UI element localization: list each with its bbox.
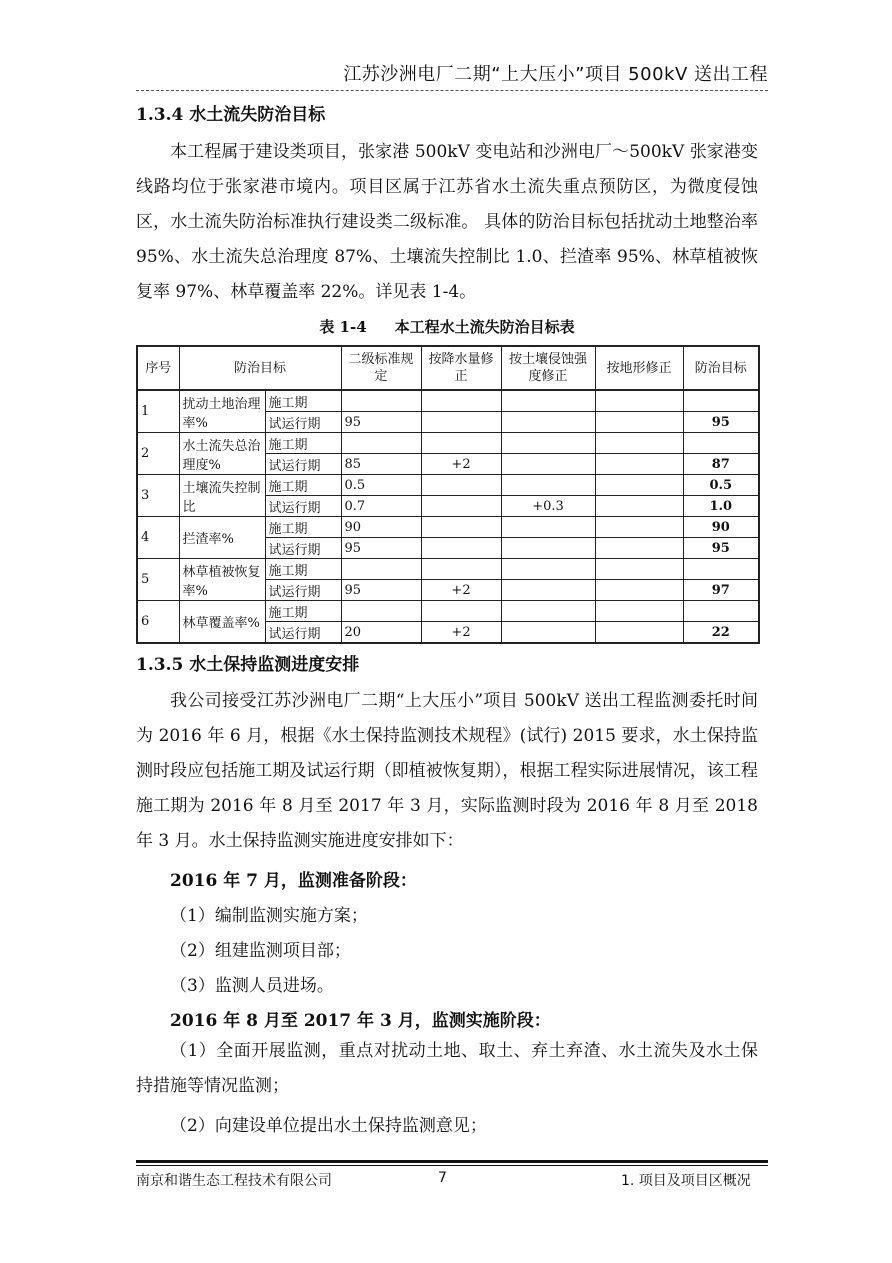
row-seq: 1 <box>137 390 179 433</box>
row-name: 拦渣率% <box>179 517 265 559</box>
cell-erosion <box>501 517 595 538</box>
row-phase: 施工期 <box>265 601 341 622</box>
row-phase: 施工期 <box>265 433 341 454</box>
cell-terrain <box>595 559 683 580</box>
row-phase: 施工期 <box>265 390 341 412</box>
row-phase: 试运行期 <box>265 580 341 601</box>
stage2-item: （2）向建设单位提出水土保持监测意见； <box>170 1116 487 1136</box>
cell-rain <box>421 390 501 412</box>
cell-erosion: +0.3 <box>501 496 595 517</box>
header-target: 防治目标 <box>179 346 341 390</box>
header-goal: 防治目标 <box>683 346 759 390</box>
running-header: 江苏沙洲电厂二期“上大压小”项目 500kV 送出工程 <box>343 64 768 85</box>
footer-rule <box>136 1165 768 1166</box>
table-row <box>137 475 759 496</box>
row-phase: 试运行期 <box>265 496 341 517</box>
cell-level2: 95 <box>341 580 421 601</box>
cell-goal <box>683 433 759 454</box>
cell-terrain <box>595 538 683 559</box>
cell-terrain <box>595 412 683 433</box>
cell-terrain <box>595 622 683 644</box>
table-row <box>137 559 759 580</box>
cell-erosion <box>501 454 595 475</box>
row-name: 林草植被恢复率% <box>179 559 265 601</box>
table-row <box>137 433 759 454</box>
row-phase: 试运行期 <box>265 538 341 559</box>
cell-level2: 90 <box>341 517 421 538</box>
cell-goal: 87 <box>683 454 759 475</box>
cell-terrain <box>595 601 683 622</box>
cell-erosion <box>501 538 595 559</box>
row-phase: 施工期 <box>265 475 341 496</box>
footer-chapter: 1. 项目及项目区概况 <box>621 1173 751 1189</box>
header-rule <box>136 90 768 91</box>
cell-terrain <box>595 390 683 412</box>
cell-rain <box>421 475 501 496</box>
cell-level2: 0.5 <box>341 475 421 496</box>
row-phase: 试运行期 <box>265 412 341 433</box>
cell-goal <box>683 559 759 580</box>
cell-goal: 1.0 <box>683 496 759 517</box>
cell-erosion <box>501 622 595 644</box>
cell-terrain <box>595 580 683 601</box>
cell-erosion <box>501 390 595 412</box>
row-seq: 5 <box>137 559 179 601</box>
cell-goal: 90 <box>683 517 759 538</box>
header-level2: 二级标准规定 <box>341 346 421 390</box>
cell-rain: +2 <box>421 580 501 601</box>
cell-goal: 97 <box>683 580 759 601</box>
stage2-item: （1）全面开展监测，重点对扰动土地、取土、弃土弃渣、水土流失及水土保持措施等情况监测； <box>136 1041 758 1096</box>
cell-level2 <box>341 601 421 622</box>
cell-erosion <box>501 412 595 433</box>
cell-erosion <box>501 601 595 622</box>
stage1-item: （1）编制监测实施方案； <box>170 906 368 926</box>
cell-goal: 95 <box>683 412 759 433</box>
section-heading-1-3-4: 1.3.4 水土流失防治目标 <box>136 105 326 125</box>
row-seq: 3 <box>137 475 179 517</box>
row-phase: 试运行期 <box>265 454 341 475</box>
cell-rain <box>421 559 501 580</box>
cell-erosion <box>501 475 595 496</box>
cell-level2: 95 <box>341 412 421 433</box>
cell-level2: 95 <box>341 538 421 559</box>
cell-rain <box>421 517 501 538</box>
cell-rain <box>421 538 501 559</box>
table-caption-number: 表 1-4 <box>319 318 367 336</box>
header-erosion: 按土壤侵蚀强度修正 <box>501 346 595 390</box>
cell-level2: 20 <box>341 622 421 644</box>
cell-rain <box>421 496 501 517</box>
row-seq: 4 <box>137 517 179 559</box>
table-caption-title: 本工程水土流失防治目标表 <box>394 318 575 336</box>
cell-terrain <box>595 433 683 454</box>
cell-erosion <box>501 433 595 454</box>
cell-terrain <box>595 475 683 496</box>
cell-level2 <box>341 433 421 454</box>
header-terrain: 按地形修正 <box>595 346 683 390</box>
row-phase: 施工期 <box>265 517 341 538</box>
cell-terrain <box>595 496 683 517</box>
cell-erosion <box>501 559 595 580</box>
page-number: 7 <box>438 1170 447 1186</box>
row-seq: 2 <box>137 433 179 475</box>
table-row <box>137 601 759 622</box>
cell-goal <box>683 390 759 412</box>
cell-rain <box>421 433 501 454</box>
cell-terrain <box>595 454 683 475</box>
target-table <box>136 345 760 644</box>
cell-erosion <box>501 580 595 601</box>
row-name: 土壤流失控制比 <box>179 475 265 517</box>
row-name: 水土流失总治理度% <box>179 433 265 475</box>
cell-level2: 0.7 <box>341 496 421 517</box>
section-heading-1-3-5: 1.3.5 水土保持监测进度安排 <box>136 655 360 675</box>
table-row <box>137 517 759 538</box>
row-phase: 施工期 <box>265 559 341 580</box>
cell-goal: 0.5 <box>683 475 759 496</box>
header-seq: 序号 <box>137 346 179 390</box>
header-rain: 按降水量修正 <box>421 346 501 390</box>
row-phase: 试运行期 <box>265 622 341 644</box>
cell-goal: 22 <box>683 622 759 644</box>
cell-rain <box>421 601 501 622</box>
stage1-item: （3）监测人员进场。 <box>170 976 334 996</box>
stage1-title: 2016 年 7 月，监测准备阶段： <box>170 871 417 891</box>
row-name: 林草覆盖率% <box>179 601 265 644</box>
stage1-item: （2）组建监测项目部； <box>170 941 351 961</box>
cell-goal: 95 <box>683 538 759 559</box>
footer-rule <box>136 1160 768 1163</box>
cell-level2: 85 <box>341 454 421 475</box>
cell-rain: +2 <box>421 622 501 644</box>
section-paragraph-1-3-5: 我公司接受江苏沙洲电厂二期“上大压小”项目 500kV 送出工程监测委托时间为 2016 年 6 月，根据《水土保持监测技术规程》(试行) 2015 要求，水土保持监测时段应包括施工期及试运行期（即植被恢复期），根据工程实际进展情况，该工程施工期为 2016 年 8 月至 2017 年 3 月，实际监测时段为 2016 年 8 月至 2018 年 3 月。水土保持监测实施进度安排如下： <box>136 691 758 851</box>
table-caption <box>136 316 758 337</box>
table-row <box>137 390 759 412</box>
row-seq: 6 <box>137 601 179 644</box>
cell-level2 <box>341 559 421 580</box>
footer-company: 南京和谐生态工程技术有限公司 <box>136 1173 332 1189</box>
row-name: 扰动土地治理率% <box>179 390 265 433</box>
stage2-title: 2016 年 8 月至 2017 年 3 月，监测实施阶段： <box>170 1011 551 1031</box>
cell-rain <box>421 412 501 433</box>
cell-level2 <box>341 390 421 412</box>
cell-rain: +2 <box>421 454 501 475</box>
section-paragraph-1-3-4: 本工程属于建设类项目，张家港 500kV 变电站和沙洲电厂～500kV 张家港变线路均位于张家港市境内。项目区属于江苏省水土流失重点预防区，为微度侵蚀区，水土流失防治标准执行建设类二级标准。 具体的防治目标包括扰动土地整治率 95%、水土流失总治理度 87%、土壤流失控制比 1.0、拦渣率 95%、林草植被恢复率 97%、林草覆盖率 22%。详见表 1-4。 <box>136 142 758 302</box>
cell-terrain <box>595 517 683 538</box>
cell-goal <box>683 601 759 622</box>
